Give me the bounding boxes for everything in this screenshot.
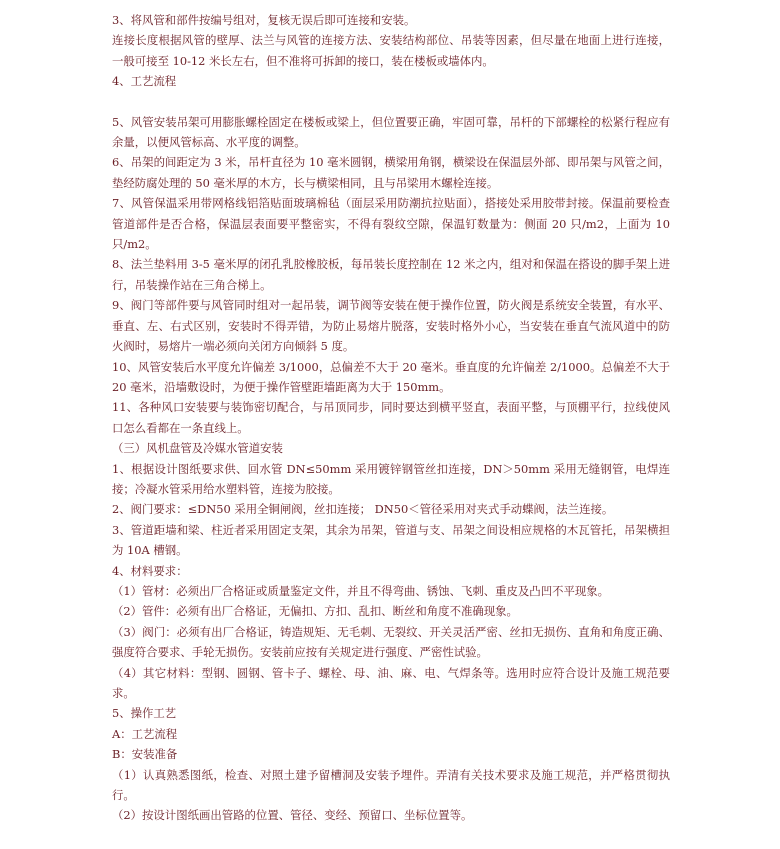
- para-10: 10、风管安装后水平度允许偏差 3/1000，总偏差不大于 20 毫米。垂直度的允许偏差 2/1000。总偏差不大于 20 毫米，沿墙敷设时，为便于操作管壁距墙距离为大于 150mm。: [112, 359, 670, 394]
- material-pipe: （1）管材：必须出厂合格证或质量鉴定文件，并且不得弯曲、锈蚀、飞刺、重皮及凸凹不平现象。: [112, 583, 610, 598]
- prep-item-2: （2）按设计图纸画出管路的位置、管径、变经、预留口、坐标位置等。: [112, 808, 473, 823]
- blank-space: [112, 92, 670, 112]
- material-fittings: （2）管件：必须有出厂合格证，无偏扣、方扣、乱扣、断丝和角度不准确现象。: [112, 604, 518, 619]
- material-other: （4）其它材料：型钢、圆钢、管卡子、螺栓、母、油、麻、电、气焊条等。选用时应符合设计及施工规范要求。: [112, 665, 670, 700]
- para-5: 5、风管安装吊架可用膨胀螺栓固定在楼板或梁上，但位置要正确，牢固可靠，吊杆的下部螺栓的松紧行程应有余量，以便风管标高、水平度的调整。: [112, 114, 670, 150]
- para-6: 6、吊架的间距定为 3 米，吊杆直径为 10 毫米圆钢，横梁用角钢，横梁设在保温层外部、即吊架与风管之间，垫经防腐处理的 50 毫米厚的木方，长与横梁相同，且与吊梁用木螺栓连接。: [112, 155, 670, 190]
- heading-process-flow: 4、工艺流程: [112, 74, 177, 89]
- para-pipe-3: 3、管道距墙和梁、柱近者采用固定支架，其余为吊架，管道与支、吊架之间设相应规格的木瓦管托，吊架横担为 10A 槽钢。: [112, 522, 670, 558]
- para-8: 8、法兰垫料用 3-5 毫米厚的闭孔乳胶橡胶板，每吊装长度控制在 12 米之内，组对和保温在搭设的脚手架上进行，吊装操作站在三角合梯上。: [112, 257, 670, 292]
- prep-item-1: （1）认真熟悉图纸，检查、对照土建予留槽洞及安装予埋件。弄清有关技术要求及施工规范，并严格贯彻执行。: [112, 767, 670, 803]
- heading-operation-process: 5、操作工艺: [112, 706, 177, 721]
- para-9: 9、阀门等部件要与风管同时组对一起吊装，调节阀等安装在便于操作位置，防火阀是系统安全装置，有水平、垂直、左、右式区别，安装时不得弄错，为防止易熔片脱落，安装时格外小心，当安装在垂直气流风道中的防火阀时，易熔片一端必须向关闭方向倾斜 5 度。: [112, 298, 670, 354]
- para-pipe-2: 2、阀门要求：≤DN50 采用全铜闸阀，丝扣连接； DN50＜管径采用对夹式手动蝶阀，法兰连接。: [112, 502, 614, 517]
- para-11: 11、各种风口安装要与装饰密切配合，与吊顶同步，同时要达到横平竖直，表面平整，与顶棚平行，拉线使风口怎么看都在一条直线上。: [112, 400, 670, 435]
- section-heading-fan-coil: （三）风机盘管及冷媒水管道安装: [112, 441, 283, 456]
- para-1: 3、将风管和部件按编号组对，复核无误后即可连接和安装。: [112, 13, 416, 27]
- material-valves: （3）阀门：必须有出厂合格证，铸造规矩、无毛刺、无裂纹、开关灵活严密、丝扣无损伤、直角和角度正确、强度符合要求、手轮无损伤。安装前应按有关规定进行强度、严密性试验。: [112, 624, 670, 660]
- para-2: 连接长度根据风管的壁厚、法兰与风管的连接方法、安装结构部位、吊装等因素，但尽量在地面上进行连接，一般可接至 10-12 米长左右，但不准将可拆卸的接口，装在楼板或墙体内。: [112, 33, 670, 68]
- subheading-a: A：工艺流程: [112, 726, 178, 741]
- subheading-b: B：安装准备: [112, 747, 178, 762]
- para-pipe-1: 1、根据设计图纸要求供、回水管 DN≤50mm 采用镀锌钢管丝扣连接，DN＞50mm 采用无缝钢管，电焊连接；冷凝水管采用给水塑料管，连接为胶接。: [112, 461, 670, 496]
- heading-material-requirements: 4、材料要求：: [112, 563, 188, 578]
- para-7: 7、风管保温采用带网格线铝箔贴面玻璃棉毡（面层采用防潮抗拉贴面），搭接处采用胶带封接。保温前要检查管道部件是否合格，保温层表面要平整密实，不得有裂纹空隙，保温钉数量为：侧面 20 只/m2，上面为 10 只/m2。: [112, 196, 670, 252]
